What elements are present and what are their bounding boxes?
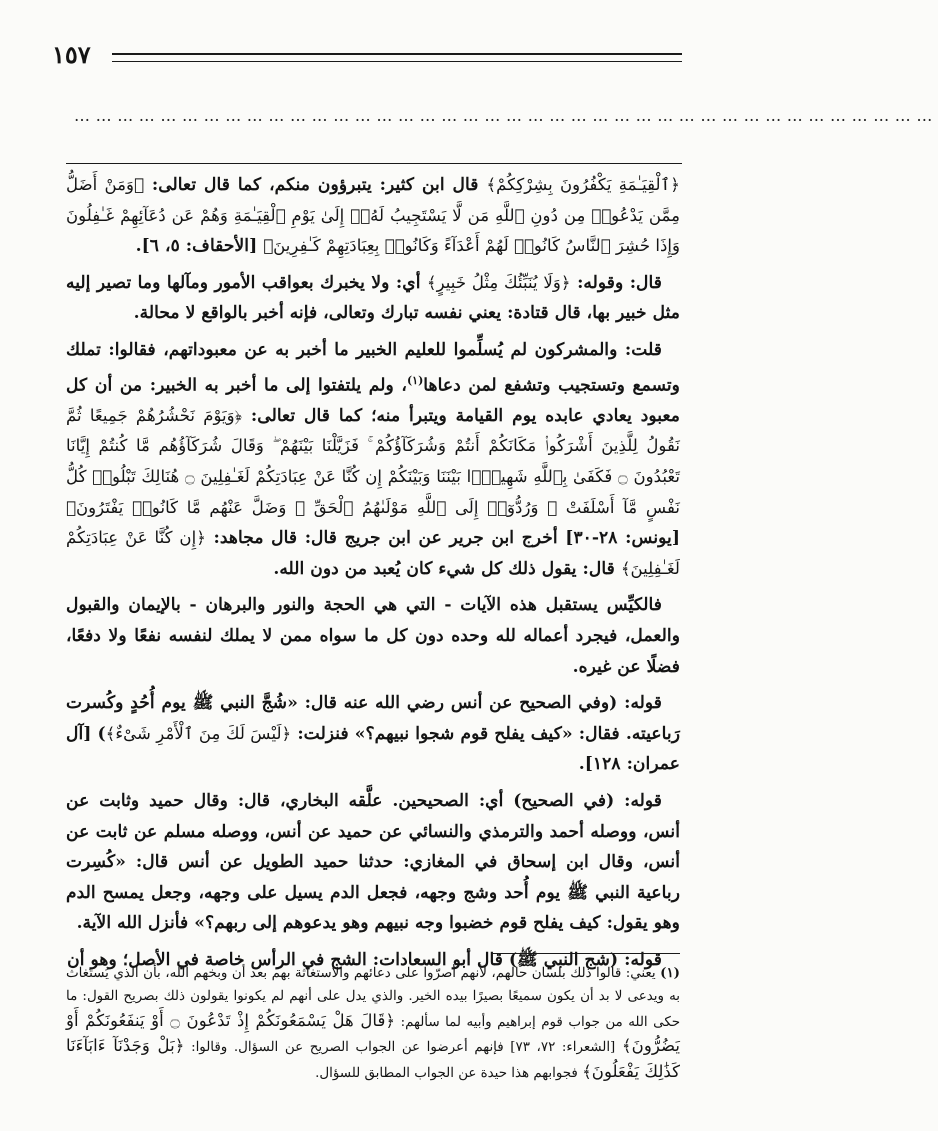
paragraph bbox=[66, 268, 680, 329]
text-run: فجوابهم هذا حيدة عن الجواب المطابق للسؤال. bbox=[315, 1065, 583, 1081]
text-run: ، ولم يلتفتوا إلى ما أخبر به الخبير: من أن كل معبود يعادي عابده يوم القيامة ويتبرأ منه؛ كما قال تعالى: bbox=[66, 375, 680, 426]
paragraph bbox=[66, 170, 680, 262]
paragraph bbox=[66, 688, 680, 780]
header-rule bbox=[112, 53, 682, 62]
footnote-marker: (١) bbox=[660, 965, 680, 981]
quran-verse: ﴿لَيْسَ لَكَ مِنَ ٱلْأَمْرِ شَىْءٌ﴾ bbox=[105, 723, 292, 743]
quran-verse: ﴿إِن كُنَّا عَنْ عِبَادَتِكُمْ لَغَـٰفِلِينَ﴾ bbox=[66, 528, 680, 578]
text-run: قوله: (شج النبي ﷺ) قال أبو السعادات: الشج في الرأس خاصة في الأصل؛ وهو أن bbox=[67, 949, 662, 970]
main-text bbox=[66, 170, 680, 982]
text-run: قلت: والمشركون لم يُسلِّموا للعليم الخبير ما أخبر به عن معبوداتهم، فقالوا: تملك وتسمع وتستجيب وتشفع لمن دعاها bbox=[66, 339, 680, 396]
footnote-ref: (١) bbox=[406, 373, 424, 387]
text-run: ) [آل عمران: ١٢٨]. bbox=[66, 723, 680, 775]
text-run: [يونس: ٢٨-٣٠] أخرج ابن جرير عن ابن جريج قال: قال مجاهد: bbox=[205, 528, 680, 549]
quran-verse: ﴿وَلَا يُنَبِّئُكَ مِثْلُ خَبِيرٍ﴾ bbox=[426, 272, 571, 292]
text-run: قوله: (في الصحيح) أي: الصحيحين. علَّقه البخاري، قال: وقال حميد وثابت عن أنس، ووصله أحمد والترمذي والنسائي عن حميد عن أنس، ووصله مسلم عن ثابت عن أنس، وقال ابن إسحاق في المغازي: حدثنا حميد الطويل عن أنس قال: «كُسِرت رباعية النبي ﷺ يوم أُحد وشج وجهه، فجعل الدم يسيل على وجهه، وجعل يمسح الدم وهو يقول: كيف يفلح قوم خضبوا وجه نبيهم وهو يدعوهم إلى ربهم؟» فأنزل الله الآية. bbox=[66, 791, 680, 934]
text-run: [الأحقاف: ٥، ٦]. bbox=[135, 236, 264, 257]
quran-verse: ﴿قَالَ هَلْ يَسْمَعُونَكُمْ إِذْ تَدْعُونَ ۝ أَوْ يَنفَعُونَكُمْ أَوْ يَضُرُّونَ﴾ bbox=[66, 1010, 680, 1056]
paragraph bbox=[66, 786, 680, 939]
paragraph bbox=[66, 590, 680, 682]
page-number: ١٥٧ bbox=[52, 40, 91, 69]
quran-verse: ﴿بَلْ وَجَدْنَآ ءَابَآءَنَا كَذَٰلِكَ يَفْعَلُونَ﴾ bbox=[66, 1036, 680, 1081]
text-run: قال: يقول ذلك كل شيء كان يُعبد من دون الله. bbox=[273, 558, 621, 579]
text-run: قال: وقوله: bbox=[570, 272, 662, 293]
paragraph bbox=[66, 335, 680, 584]
text-top-rule bbox=[66, 163, 682, 164]
footnote-paragraph bbox=[66, 962, 680, 1085]
footnote bbox=[66, 962, 680, 1085]
text-run: قوله: (وفي الصحيح عن أنس رضي الله عنه قال: «شُجَّ النبي ﷺ يوم أُحُدٍ وكُسرت رَباعيته. فقال: «كيف يفلح قوم شجوا نبيهم؟» فنزلت: bbox=[66, 693, 681, 744]
text-run: [الشعراء: ٧٢، ٧٣] فإنهم أعرضوا عن الجواب الصريح عن السؤال. وقالوا: bbox=[184, 1040, 622, 1056]
text-run: أي: ولا يخبرك بعواقب الأمور ومآلها وما تصير إليه مثل خبير بها، قال قتادة: يعني نفسه تبارك وتعالى، فإنه أخبر بالواقع لا محالة. bbox=[66, 272, 680, 324]
text-run: فالكيِّس يستقبل هذه الآيات - التي هي الحجة والنور والبرهان - بالإيمان والقبول والعمل، فيجرد أعماله لله وحده دون كل ما سواه ممن لا يملك لنفسه نفعًا ولا دفعًا، فضلًا عن غيره. bbox=[66, 595, 680, 677]
quran-verse: ﴿ٱلْقِيَـٰمَةِ يَكْفُرُونَ بِشِرْكِكُمْ﴾ bbox=[486, 175, 680, 194]
footnote-rule bbox=[492, 953, 680, 954]
text-run: قال ابن كثير: يتبرؤون منكم، كما قال تعالى: bbox=[143, 175, 487, 195]
dotted-separator: ………………………………………………………………………………………………………… bbox=[74, 106, 938, 125]
quran-verse: ﴿وَمَنْ أَضَلُّ مِمَّن يَدْعُوا۟ مِن دُونِ ٱللَّهِ مَن لَّا يَسْتَجِيبُ لَهُۥٓ إِلَىٰ يَوْمِ ٱلْقِيَـٰمَةِ وَهُمْ عَن دُعَآئِهِمْ غَـٰفِلُونَ وَإِذَا حُشِرَ ٱلنَّاسُ كَانُوا۟ لَهُمْ أَعْدَآءً وَكَانُوا۟ بِعِبَادَتِهِمْ كَـٰفِرِينَ﴾ bbox=[66, 175, 680, 256]
quran-verse: ﴿وَيَوْمَ نَحْشُرُهُمْ جَمِيعًا ثُمَّ نَقُولُ لِلَّذِينَ أَشْرَكُوا۟ مَكَانَكُمْ أَنتُمْ وَشُرَكَآؤُكُمْ ۚ فَزَيَّلْنَا بَيْنَهُمْ ۖ وَقَالَ شُرَكَآؤُهُم مَّا كُنتُمْ إِيَّانَا تَعْبُدُونَ ۝ فَكَفَىٰ بِٱللَّهِ شَهِيدًۢا بَيْنَنَا وَبَيْنَكُمْ إِن كُنَّا عَنْ عِبَادَتِكُمْ لَغَـٰفِلِينَ ۝ هُنَالِكَ تَبْلُوا۟ كُلُّ نَفْسٍ مَّآ أَسْلَفَتْ ۚ وَرُدُّوٓا۟ إِلَى ٱللَّهِ مَوْلَىٰهُمُ ٱلْحَقِّ ۖ وَضَلَّ عَنْهُم مَّا كَانُوا۟ يَفْتَرُونَ﴾ bbox=[66, 405, 680, 517]
text-run: يعني: قالوا ذلك بلسان حالهم، لأنهم أصرّوا على دعائهم والاستغاثة بهم بعد أن وبخهم الله، بأن الذي يُستَغاث به ويدعى لا بد أن يكون سميعًا بصيرًا بيده الخير. والذي يدل على أنهم لم يكونوا يقولون ذلك بصريح القول: ما حكى الله من جواب قوم إبراهيم وأبيه لما سألهم: bbox=[66, 966, 680, 1030]
